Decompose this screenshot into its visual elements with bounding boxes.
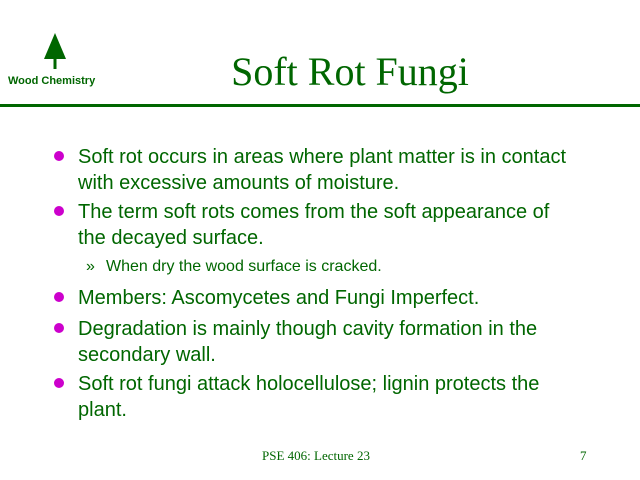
bullet-dot [54,323,64,333]
logo-text: Wood Chemistry [8,75,96,87]
bullet-dot [54,292,64,302]
bullet-item: Degradation is mainly though cavity formation in the secondary wall. [78,318,538,366]
logo [8,33,108,93]
tree-icon [44,33,66,69]
bullet-item: Soft rot fungi attack holocellulose; lignin protects the plant. [78,373,540,421]
footer-page-number: 7 [580,448,587,463]
bullet-item: The term soft rots comes from the soft appearance of the decayed surface. [78,201,550,249]
title-divider [0,104,640,107]
bullet-item: Members: Ascomycetes and Fungi Imperfect. [78,287,480,309]
bullet-item: Soft rot occurs in areas where plant matter is in contact with excessive amounts of moisture. [78,146,566,194]
bullet-dot [54,378,64,388]
footer-course: PSE 406: Lecture 23 [262,448,370,463]
sub-bullet-item: When dry the wood surface is cracked. [106,258,382,275]
bullet-dot [54,151,64,161]
sub-bullet-marker: » [86,258,95,275]
bullet-dot [54,206,64,216]
slide-title: Soft Rot Fungi [231,49,469,94]
